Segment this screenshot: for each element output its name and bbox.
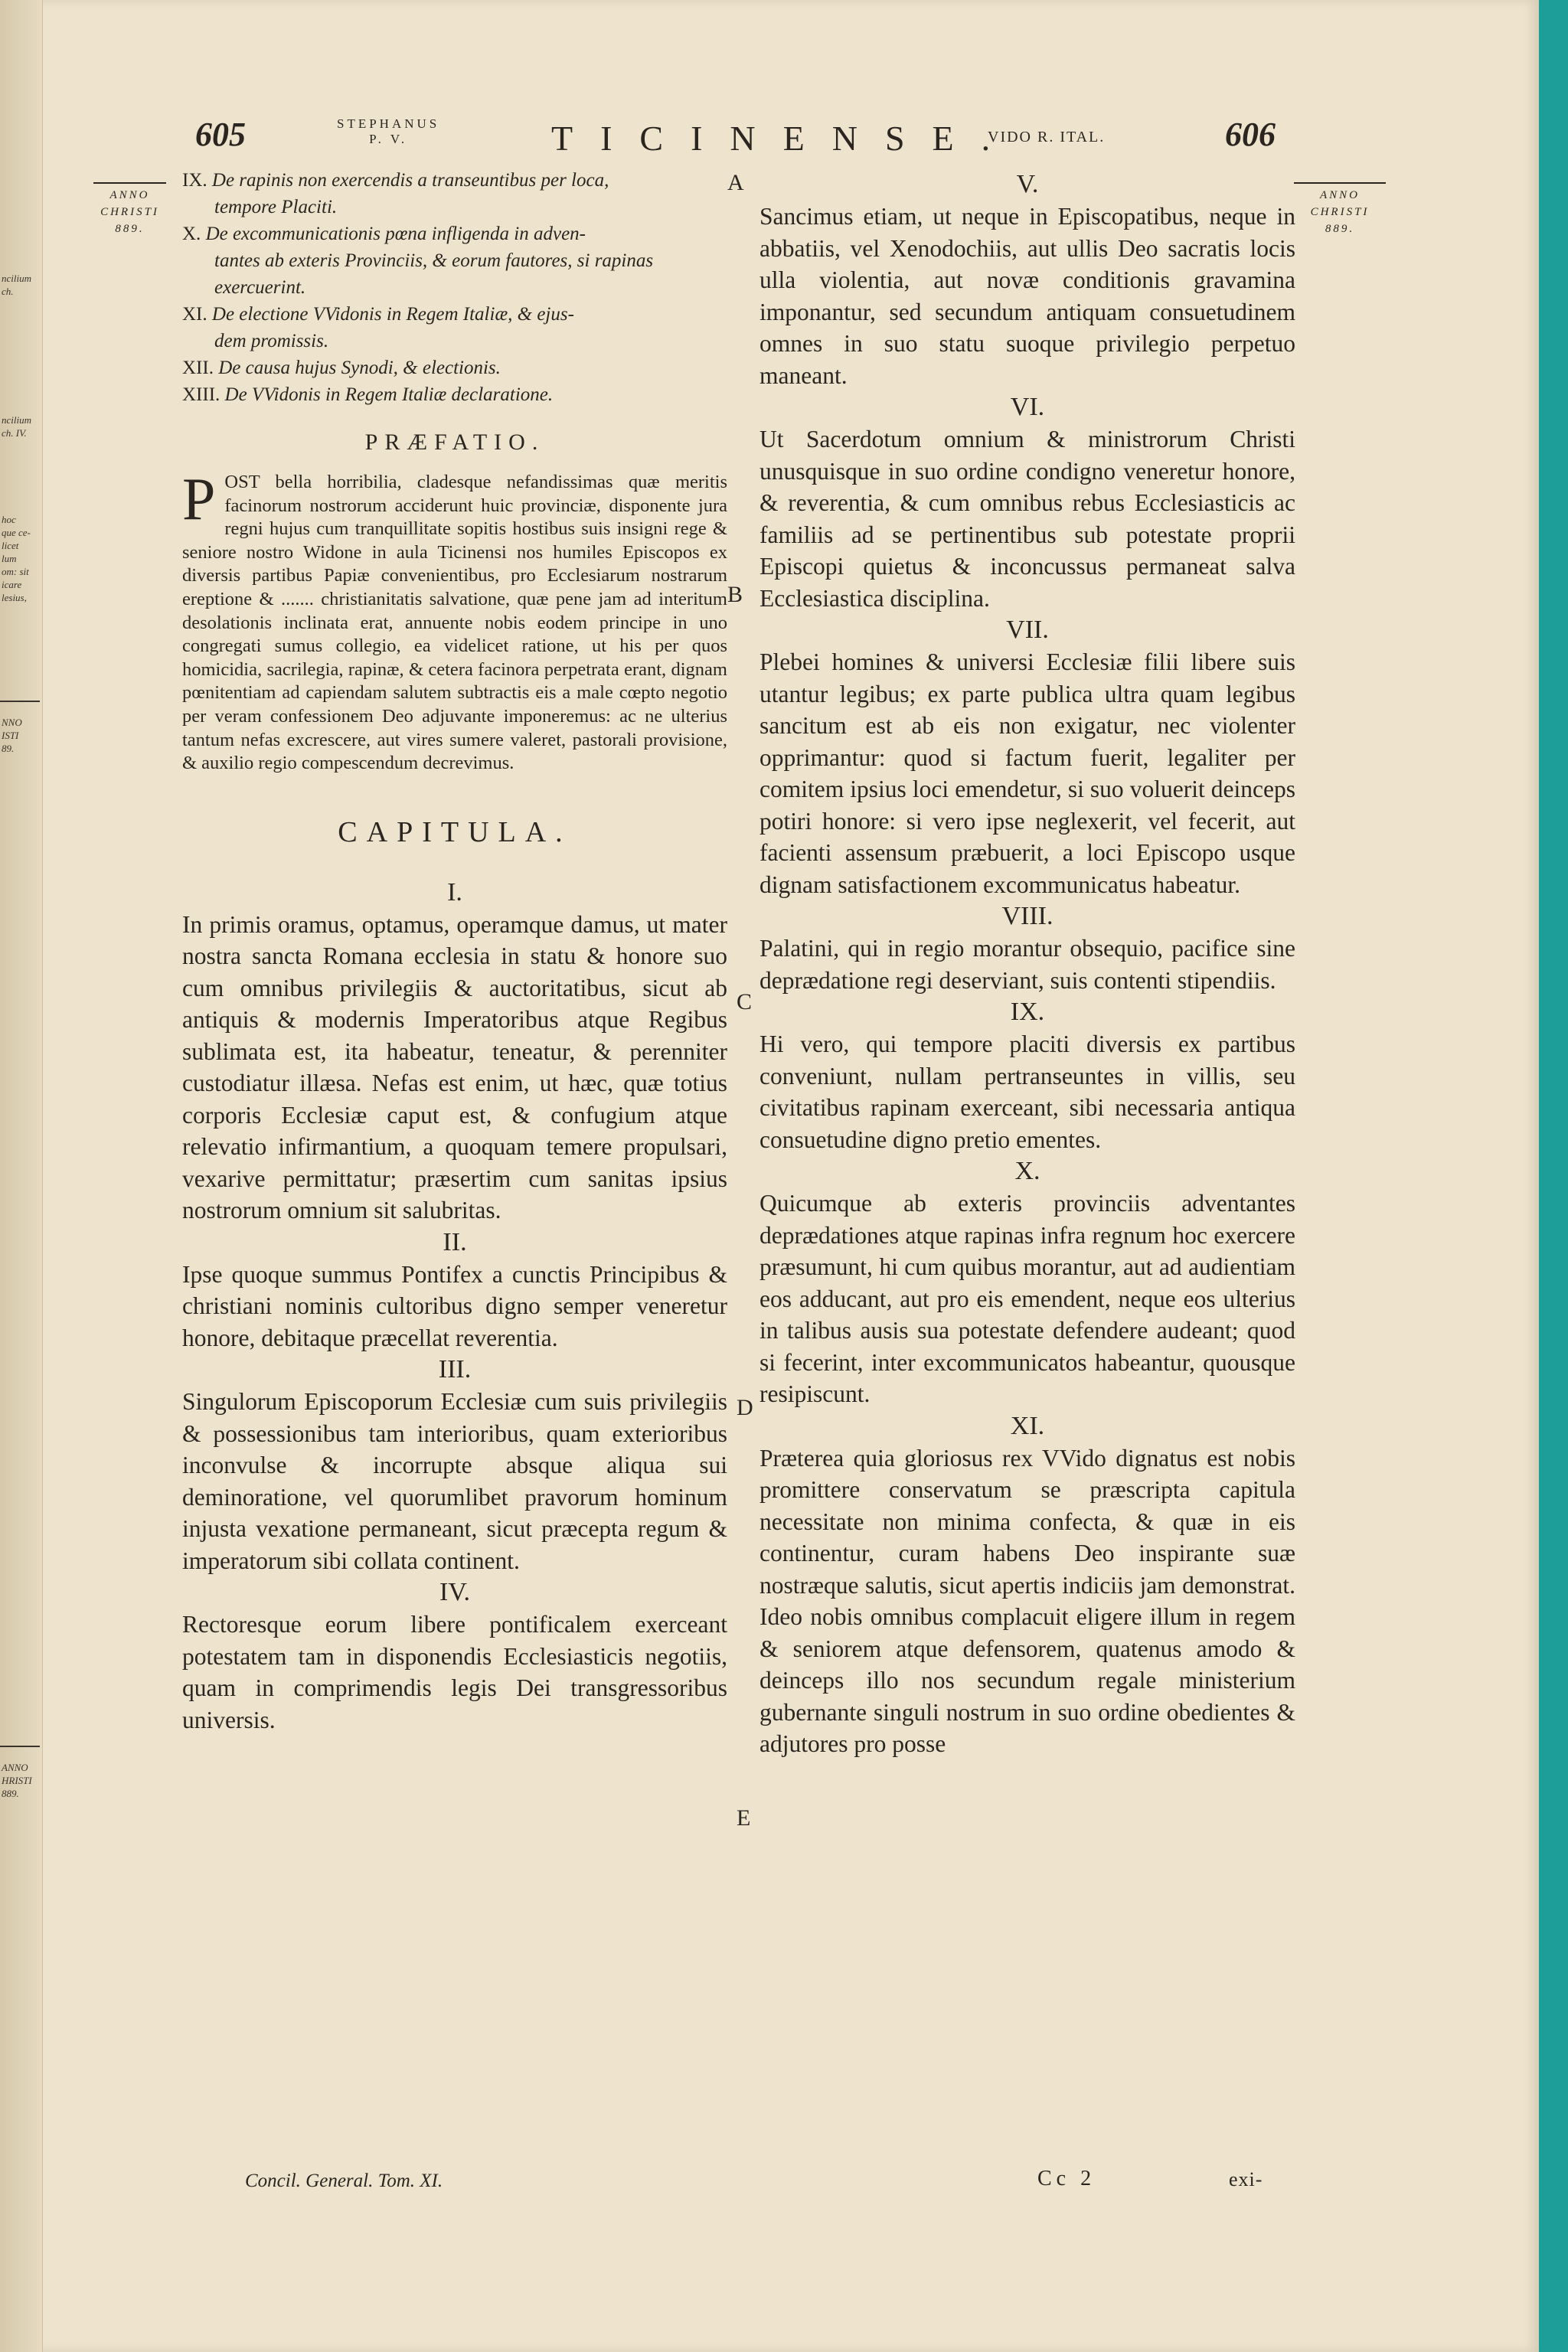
chapter-number: VII. [1006, 616, 1049, 644]
anno-rule [1294, 182, 1386, 184]
anno-christi-left [93, 182, 166, 237]
chapter-text: Ut Sacerdotum omnium & ministrorum Christi unusquisque in suo ordine condigno veneretur honore, & reverentia, & cum omnibus rebus Ecclesiasticis ac familiis ad se pertinentibus sub potestate proprii Episcopi quietus & inconcussus permaneat salva Ecclesiastica disciplina. [760, 426, 1295, 612]
edge-note: hoc que ce- licet lum om: sit icare lesius, [2, 514, 31, 603]
anno-label: ANNO [109, 189, 150, 201]
chapter-text: Plebei homines & universi Ecclesiæ filii libere suis utantur legibus; ex parte publica ultra quam legibus sancitum est ab eis non exigatur, nec violenter opprimantur: quod si factum fuerit, legaliter per comitem ipsius loci emendetur, si suo voluerit deinceps potiri honore: si vero ipse neglexerit, vel fecerit, aut facienti assensum præbuerit, a loci Episcopo usque dignam satisfactionem excommunicatus habeatur. [760, 648, 1295, 898]
signature-mark: Cc 2 [1037, 2167, 1096, 2190]
chapter-number: VI. [1010, 393, 1045, 421]
previous-page-edge [0, 0, 43, 2352]
header-author [337, 116, 439, 147]
chapter-text: Sancimus etiam, ut neque in Episcopatibus, neque in abbatiis, vel Xenodochiis, aut ullis Deo sacratis locis ulla violentia, aut novæ conditionis gravamina imponantur, sed secundum antiquam consuetudinem omnes in suo statu suoque privilegio perpetuo maneant. [760, 203, 1295, 389]
chapter-number: III. [438, 1355, 472, 1384]
page-number-right: 606 [1225, 116, 1276, 153]
running-header [0, 115, 1539, 161]
edge-rule [0, 1746, 40, 1747]
left-column [182, 167, 727, 1736]
margin-letter: E [737, 1805, 751, 1831]
footer-reference: Concil. General. Tom. XI. [245, 2171, 443, 2191]
toc-item: XII. De causa hujus Synodi, & electionis. [182, 358, 501, 378]
praefatio-text [182, 466, 727, 776]
chapter-number: IV. [439, 1578, 470, 1607]
edge-note: ANNO HRISTI 889. [2, 1762, 32, 1799]
catchword: exi- [1229, 2168, 1263, 2190]
header-right-label: VIDO R. ITAL. [988, 129, 1106, 145]
margin-letter: D [737, 1395, 753, 1420]
toc-item: XI. De electione VVidonis in Regem Italiæ, & ejus- dem promissis. [182, 304, 574, 351]
capitula-heading: CAPITULA. [338, 815, 572, 848]
margin-letter: B [727, 582, 743, 607]
toc-item: IX. De rapinis non exercendis a transeuntibus per loca, tempore Placiti. [182, 170, 609, 217]
chapter-text: Rectoresque eorum libere pontificalem exerceant potestatem tam in disponendis Ecclesiasticis negotiis, quam in comprimendis legis Dei transgressoribus universis. [182, 1611, 727, 1733]
chapter-number: IX. [1010, 998, 1045, 1026]
running-title: TICINENSE. [551, 119, 1018, 158]
chapter-text: Singulorum Episcoporum Ecclesiæ cum suis privilegiis & possessionibus tam interioribus, quam exterioribus inconvulse & incorrupte absque aliqua sui deminoratione, vel quorumlibet pravorum hominum injusta vexatione permaneant, sicut præcepta regum & imperatorum sibi collata continent. [182, 1388, 727, 1574]
edge-note: ncilium ch. IV. [2, 414, 31, 439]
chapter-number: VIII. [1001, 902, 1054, 930]
toc-item: XIII. De VVidonis in Regem Italiæ declaratione. [182, 384, 554, 405]
right-column [760, 168, 1295, 1760]
praefatio-body: OST bella horribilia, cladesque nefandissimas quæ meritis facinorum nostrorum acciderunt huic provinciæ, disponente jura regni hujus cum tranquillitate sopitis hostibus suis insigni rege & seniore nostro Widone in aula Ticinensi nos humiles Episcopos ex diversis partibus Papiæ convenientibus, pro Ecclesiarum nostrarum ereptione & ....... christianitatis salvatione, quæ pene jam ad interitum desolationis inclinata erat, annuente nobis eodem principe in uno congregati sumus collegio, ea videlicet ratione, ut his per quos homicidia, sacrilegia, rapinæ, & cetera facinora perpetrata erant, dignam pœnitentiam ad capiendam salutem subtractis eis a male cœpto negotio per veram confessionem Deo adjuvante imponeremus: ac ne ulterius tantum nefas excrescere, aut vires sumere valeret, pastorali provisione, & auxilio regio compescendum decrevimus. [182, 472, 727, 774]
header-author-title: P. V. [369, 132, 408, 146]
anno-label: ANNO [1319, 189, 1360, 201]
chapter-number: I. [447, 877, 462, 906]
margin-letter: C [737, 989, 753, 1014]
page-number-left: 605 [195, 116, 246, 153]
margin-letter: A [727, 170, 744, 195]
anno-christi-right [1294, 182, 1386, 237]
edge-note: NNO ISTI 89. [2, 717, 22, 754]
chapter-text: Palatini, qui in regio morantur obsequio, pacifice sine deprædatione regi deserviant, suis contenti stipendiis. [760, 935, 1295, 994]
edge-rule [0, 701, 40, 702]
chapter-number: XI. [1010, 1411, 1045, 1440]
chapter-text: Hi vero, qui tempore placiti diversis ex partibus conveniunt, nullam pertranseuntes in villis, seu civitatibus rapinam exerceant, sibi necessaria antiqua consuetudine digno pretio ementes. [760, 1031, 1295, 1153]
chapter-number: V. [1016, 170, 1039, 198]
chapter-text: Præterea quia gloriosus rex VVido dignatus est nobis promittere conservatum se præscripta capitula necessitate non minima confecta, & quæ in eis continentur, curam habens Deo inspirante suæ nostræque salutis, sicut apertis indiciis jam demonstrat. Ideo nobis omnibus complacuit eligere illum in regem & seniorem atque defensorem, quatenus amodo & deinceps illo nos secundum regale ministerium gubernante singuli nostrum in suo ordine obedientes & adjutores pro posse [760, 1444, 1295, 1757]
chapter-number: II. [443, 1227, 467, 1256]
drop-cap: P [182, 466, 216, 532]
chapter-text: Ipse quoque summus Pontifex a cunctis Principibus & christiani nominis cultoribus digno semper veneretur honore, debitaque præcellat reverentia. [182, 1260, 727, 1351]
chapter-list [182, 167, 727, 408]
chapter-text: In primis oramus, optamus, operamque damus, ut mater nostra sancta Romana ecclesia in statu & honore suo cum omnibus privilegiis & auctoritatibus, sicut ab antiquis & modernis Imperatoribus atque Regibus sublimata est, ita habeatur, teneatur, & perenniter custodiatur illæsa. Nefas est enim, ut hæc, quæ totius corporis Ecclesiæ caput est, & confugium atque relevatio infirmantium, a quoquam temere propulsari, vexarive permittatur; præsertim cum sanitas ipsius nostrorum omnium sit salubritas. [182, 910, 727, 1224]
praefatio-heading: PRÆFATIO. [364, 430, 545, 455]
anno-year: 889. [115, 223, 145, 235]
anno-label: CHRISTI [1310, 206, 1370, 218]
toc-item: X. De excommunicationis pœna infligenda in adven- tantes ab exteris Provinciis, & eorum fautores, si rapinas exercuerint. [182, 224, 654, 298]
anno-label: CHRISTI [100, 206, 159, 218]
anno-rule [93, 182, 166, 184]
chapter-number: X. [1014, 1157, 1040, 1185]
header-author-name: STEPHANUS [337, 116, 440, 131]
chapter-text: Quicumque ab exteris provinciis adventantes deprædationes atque rapinas infra regnum hoc exercere præsumunt, hi cum quibus morantur, aut ad audientiam eos adducant, aut pro eis emendent, neque eos ulterius in talibus ausis sua potestate defendere audeant; quod si fecerint, inter excommunicatos habeantur, quousque resipiscunt. [760, 1190, 1295, 1407]
anno-year: 889. [1325, 223, 1355, 235]
edge-note: ncilium ch. [2, 273, 31, 297]
